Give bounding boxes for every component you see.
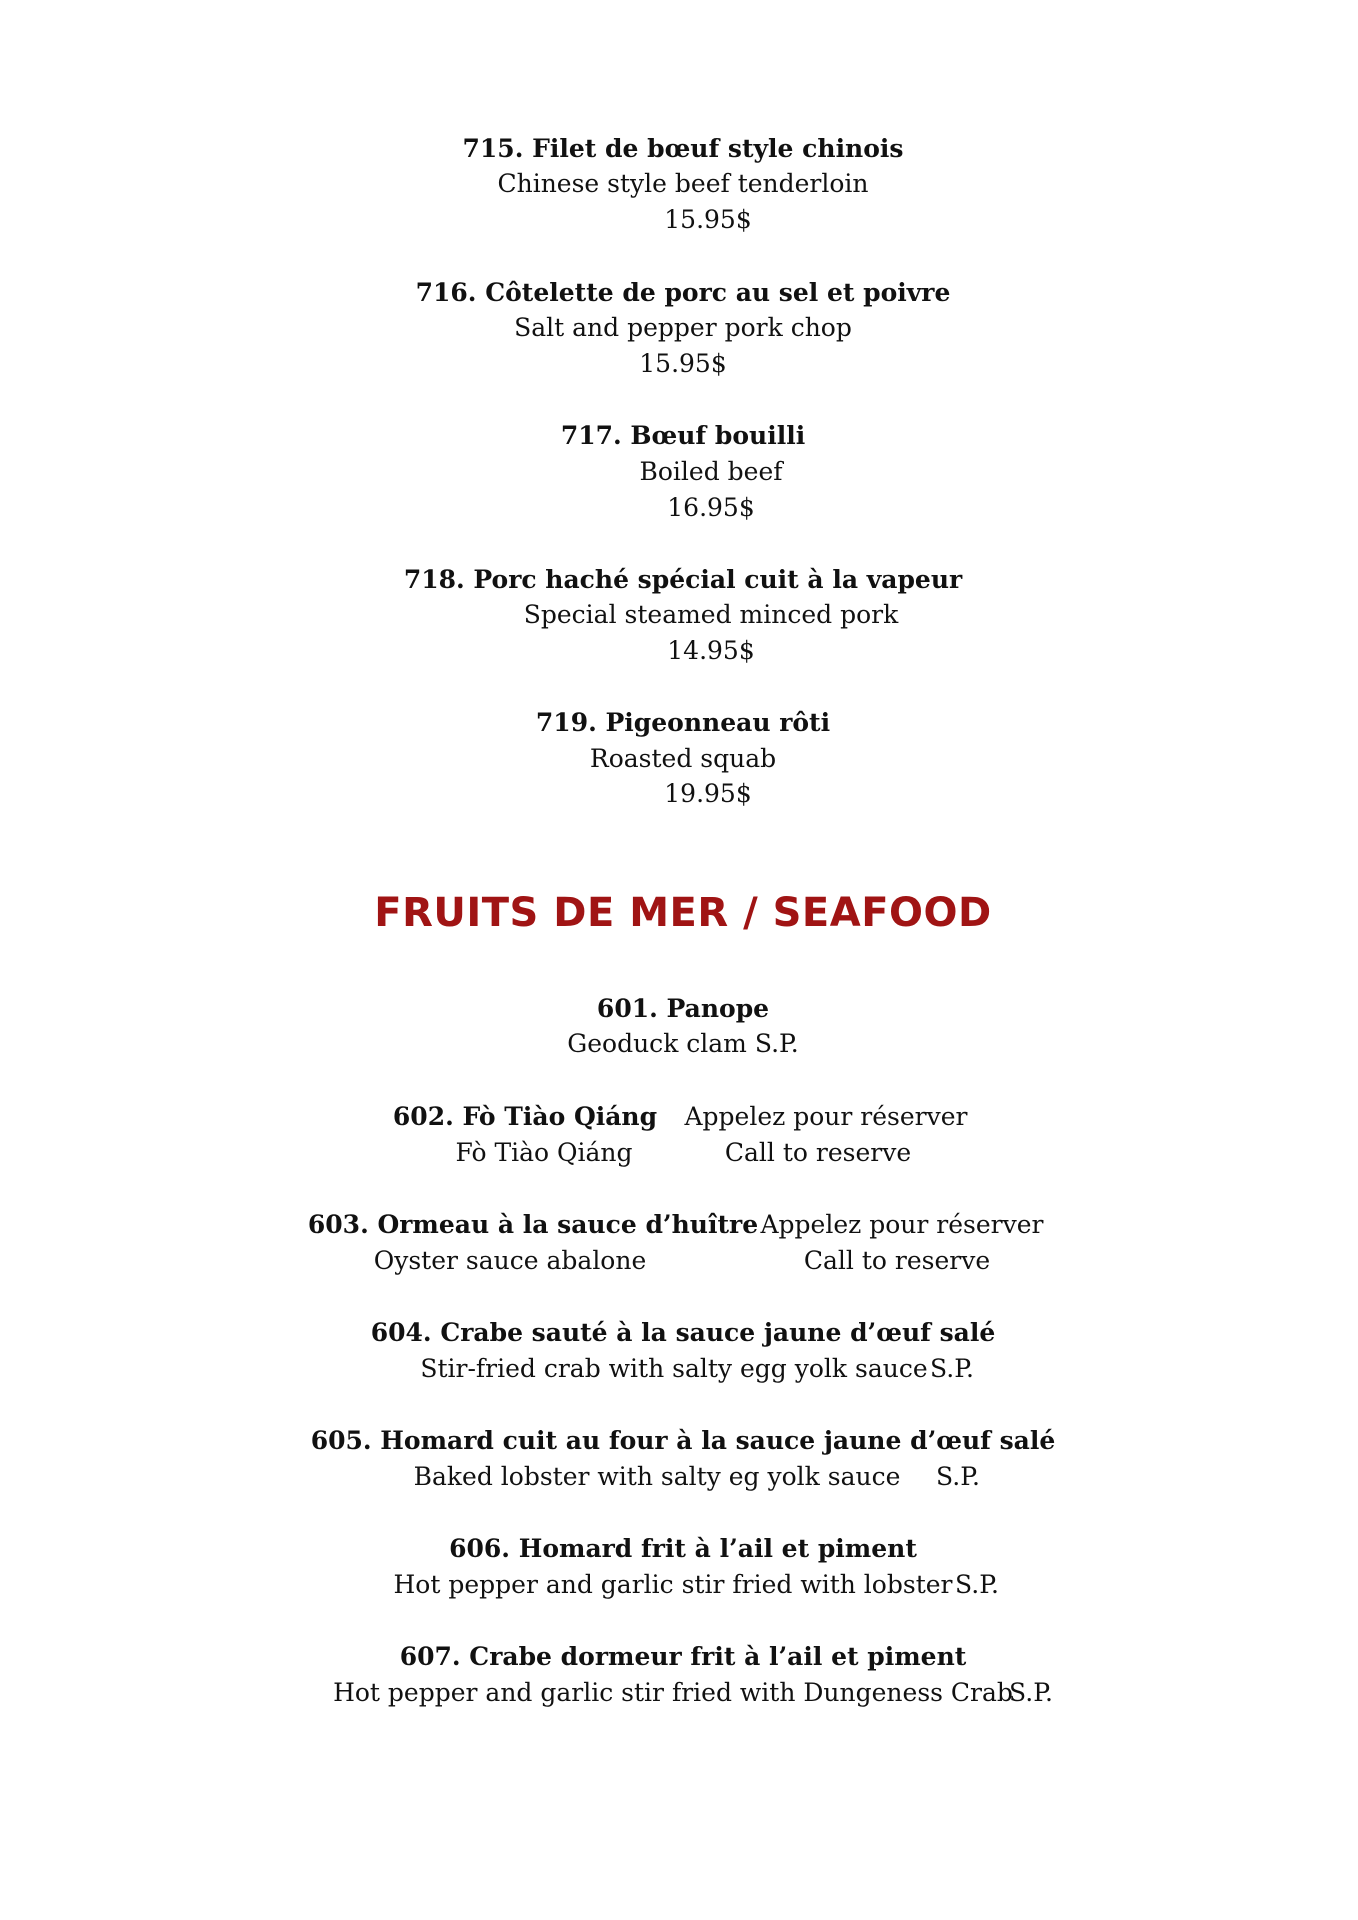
menu-item-719-price: 19.95$ — [664, 779, 752, 808]
menu-item-716-name: 716. Côtelette de porc au sel et poivre — [415, 278, 951, 307]
seafood-item-607-name: 607. Crabe dormeur frit à l’ail et piment — [399, 1642, 967, 1671]
menu-item-716-english: Salt and pepper pork chop — [514, 313, 852, 342]
seafood-item-603-name: 603. Ormeau à la sauce d’huître — [307, 1210, 759, 1239]
menu-item-719-english: Roasted squab — [589, 744, 777, 773]
menu-item-717-name: 717. Bœuf bouilli — [560, 421, 806, 450]
seafood-item-603-note-en: Call to reserve — [803, 1246, 991, 1275]
seafood-item-604-name: 604. Crabe sauté à la sauce jaune d’œuf salé — [370, 1318, 996, 1347]
seafood-item-606-price: S.P. — [955, 1570, 999, 1599]
seafood-item-606-name: 606. Homard frit à l’ail et piment — [449, 1534, 917, 1563]
seafood-item-601-name: 601. Panope — [596, 994, 770, 1023]
seafood-item-604-english: Stir-fried crab with salty egg yolk sauce — [420, 1354, 928, 1383]
seafood-item-605-name: 605. Homard cuit au four à la sauce jaune d’œuf salé — [310, 1426, 1056, 1455]
seafood-item-602-name: 602. Fò Tiào Qiáng — [392, 1102, 658, 1131]
menu-item-716-price: 15.95$ — [639, 349, 727, 378]
seafood-item-602-note-fr: Appelez pour réserver — [684, 1102, 968, 1131]
seafood-item-602-note-en: Call to reserve — [724, 1138, 912, 1167]
menu-item-715-name: 715. Filet de bœuf style chinois — [462, 134, 904, 163]
menu-item-717-english: Boiled beef — [639, 457, 783, 486]
seafood-item-605-price: S.P. — [936, 1462, 980, 1491]
menu-item-715-price: 15.95$ — [664, 205, 752, 234]
seafood-item-603-english: Oyster sauce abalone — [373, 1246, 647, 1275]
menu-item-715-english: Chinese style beef tenderloin — [497, 169, 869, 198]
seafood-item-605-english: Baked lobster with salty eg yolk sauce — [413, 1462, 901, 1491]
menu-item-718-english: Special steamed minced pork — [523, 600, 899, 629]
menu-item-718-name: 718. Porc haché spécial cuit à la vapeur — [403, 565, 963, 594]
seafood-item-602-english: Fò Tiào Qiáng — [455, 1138, 633, 1167]
seafood-item-601-english: Geoduck clam S.P. — [567, 1029, 799, 1058]
seafood-item-607-english: Hot pepper and garlic stir fried with Dungeness Crab — [333, 1678, 1013, 1707]
menu-item-717-price: 16.95$ — [667, 493, 755, 522]
seafood-item-604-price: S.P. — [930, 1354, 974, 1383]
seafood-item-603-note-fr: Appelez pour réserver — [760, 1210, 1044, 1239]
menu-item-719-name: 719. Pigeonneau rôti — [535, 708, 831, 737]
menu-item-718-price: 14.95$ — [667, 636, 755, 665]
seafood-item-607-price: S.P. — [1009, 1678, 1053, 1707]
seafood-item-606-english: Hot pepper and garlic stir fried with lobster — [393, 1570, 953, 1599]
seafood-section-heading: FRUITS DE MER / SEAFOOD — [374, 890, 992, 936]
